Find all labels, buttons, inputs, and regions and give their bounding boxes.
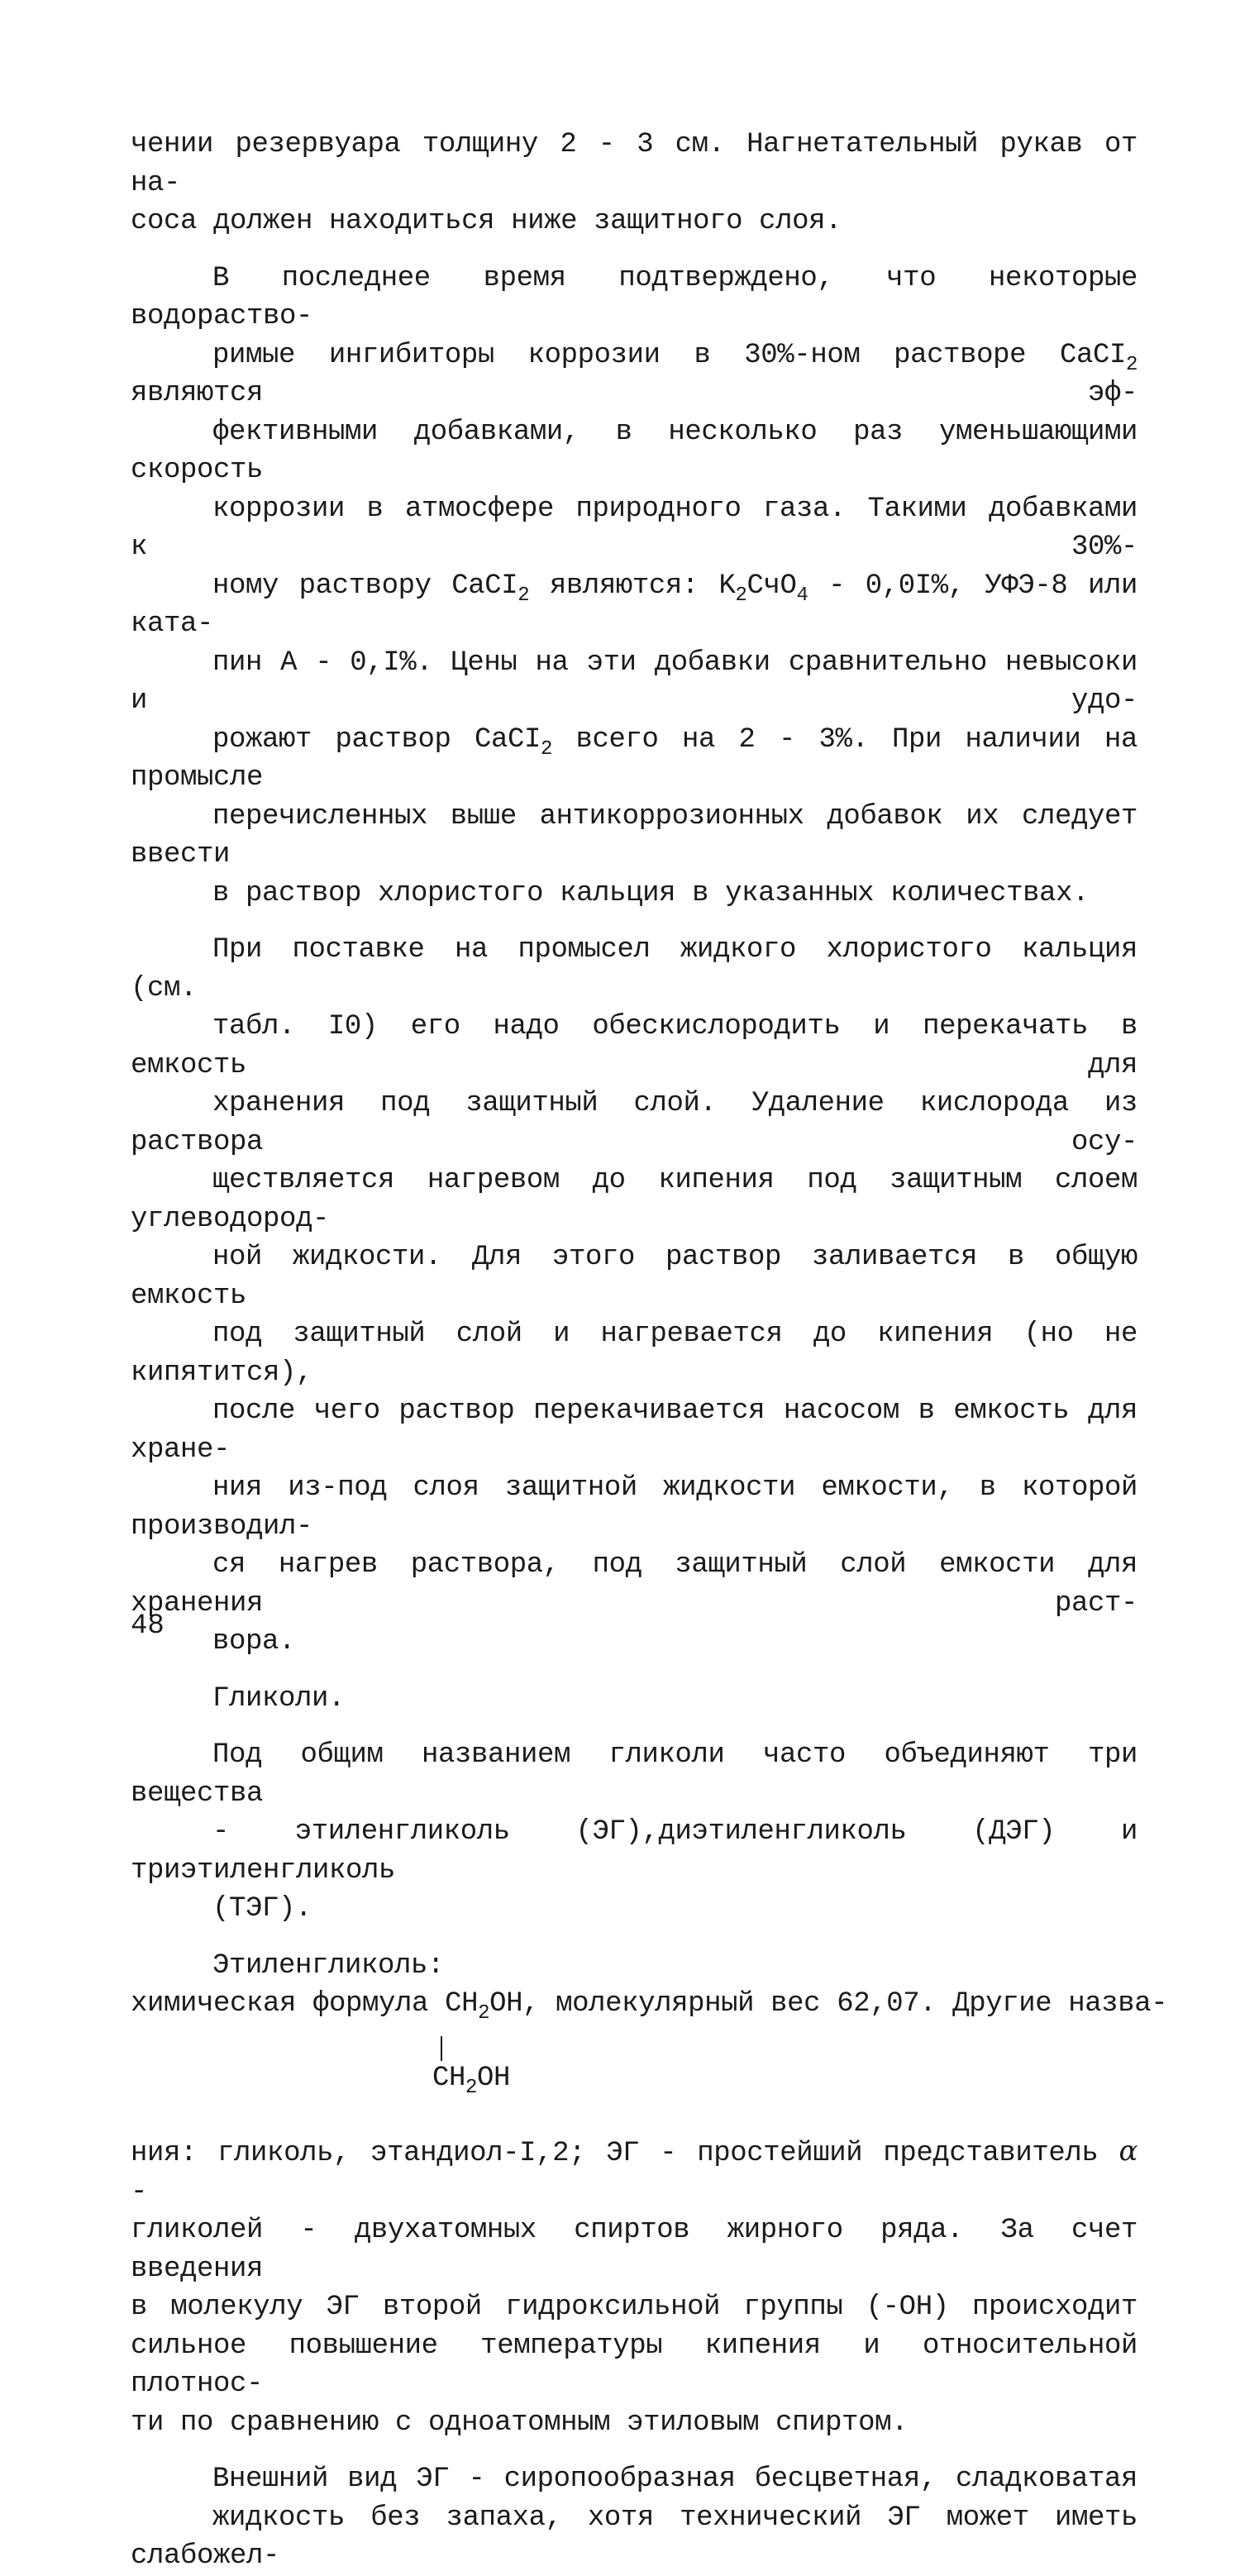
text-fragment: CчO bbox=[746, 570, 797, 602]
text-line: после чего раствор перекачивается насосом в емкость для хране- bbox=[131, 1395, 1137, 1466]
text-fragment: - 0,0I%, УФЭ-8 или ката- bbox=[131, 570, 1137, 640]
text-line: табл. I0) его надо обескислородить и перекачать в емкость для bbox=[131, 1011, 1137, 1081]
text-fragment: ния: гликоль, этандиол-I,2; ЭГ - простейший представитель bbox=[131, 2138, 1119, 2169]
text-line: сильное повышение температуры кипения и относительной плотнос- bbox=[131, 2330, 1137, 2400]
section-heading-glycols bbox=[131, 1680, 1137, 1719]
subscript: 2 bbox=[541, 737, 553, 761]
text-line: хранения под защитный слой. Удаление кислорода из раствора осу- bbox=[131, 1088, 1137, 1158]
formula-group: CH bbox=[432, 2063, 466, 2094]
page-number: 48 bbox=[131, 1610, 165, 1642]
heading-text: Гликоли. bbox=[212, 1682, 346, 1715]
paragraph-reservoir bbox=[131, 126, 1137, 241]
heading-text: Этиленгликоль: bbox=[212, 1949, 445, 1982]
text-line: в молекулу ЭГ второй гидроксильной группы (-OH) происходит bbox=[131, 2292, 1137, 2323]
paragraph-eg-description bbox=[131, 2132, 1137, 2442]
formula-group: OH bbox=[489, 1988, 523, 2020]
text-line: В последнее время подтверждено, что некоторые водораство- bbox=[131, 262, 1137, 332]
formula-group: OH bbox=[477, 2063, 511, 2094]
alpha-symbol: α bbox=[1118, 2135, 1137, 2168]
text-line: соса должен находиться ниже защитного слоя. bbox=[131, 206, 842, 237]
text-fragment: химическая формула bbox=[131, 1988, 446, 2020]
formula-second-group bbox=[432, 2059, 510, 2098]
text-line: под защитный слой и нагревается до кипения (но не кипятится), bbox=[131, 1319, 1137, 1389]
formula-bond-line bbox=[441, 2036, 442, 2061]
text-line bbox=[131, 567, 1137, 644]
subscript: 2 bbox=[478, 2002, 490, 2025]
text-fragment: - bbox=[131, 2176, 148, 2208]
text-line bbox=[131, 721, 1137, 798]
subscript: 2 bbox=[517, 584, 530, 607]
paragraph-eg-appearance bbox=[131, 2460, 1137, 2576]
text-line: ся нагрев раствора, под защитный слой емкости для хранения раст- bbox=[131, 1549, 1137, 1620]
text-line: ти по сравнению с одноатомным этиловым спиртом. bbox=[131, 2407, 909, 2439]
text-line: (ТЭГ). bbox=[212, 1893, 312, 1925]
text-line: в раствор хлористого кальция в указанных количествах. bbox=[212, 877, 1090, 909]
text-fragment: всего на 2 - 3%. При наличии на промысле bbox=[131, 723, 1137, 794]
text-line: коррозии в атмосфере природного газа. Такими добавками к 30%- bbox=[131, 493, 1137, 563]
formula-group: CH bbox=[445, 1988, 479, 2020]
paragraph-calcium-delivery bbox=[131, 931, 1137, 1662]
subscript: 2 bbox=[465, 2077, 478, 2099]
text-line: - этиленгликоль (ЭГ),диэтиленгликоль (ДЭГ) и триэтиленгликоль bbox=[131, 1816, 1137, 1887]
paragraph-inhibitors bbox=[131, 260, 1137, 914]
text-fragment: являются эф- bbox=[131, 378, 1137, 409]
subscript: 4 bbox=[796, 584, 808, 607]
text-fragment: являются: K bbox=[529, 570, 736, 602]
page-text bbox=[131, 126, 1168, 2576]
formula-line bbox=[131, 1985, 1167, 2024]
text-line: пин А - 0,I%. Цены на эти добавки сравнительно невысоки и удо- bbox=[131, 646, 1137, 717]
text-line: жидкость без запаха, хотя технический ЭГ может иметь слабожел- bbox=[131, 2502, 1137, 2572]
text-line: ществляется нагревом до кипения под защитным слоем углеводород- bbox=[131, 1165, 1137, 1235]
text-line: перечисленных выше антикоррозионных добавок их следует ввести bbox=[131, 800, 1137, 871]
chemical-formula-block bbox=[131, 1985, 1168, 2132]
text-fragment: , молекулярный вес 62,07. Другие назва- bbox=[522, 1988, 1168, 2020]
text-line: гликолей - двухатомных спиртов жирного ряда. За счет введения bbox=[131, 2215, 1137, 2285]
text-line: Внешний вид ЭГ - сиропообразная бесцветная, сладковатая bbox=[212, 2464, 1137, 2495]
text-line: вора. bbox=[212, 1626, 296, 1658]
text-line bbox=[131, 336, 1137, 413]
text-line: чении резервуара толщину 2 - 3 см. Нагнетательный рукав от на- bbox=[131, 129, 1137, 199]
text-line bbox=[131, 2132, 1137, 2211]
text-line: ной жидкости. Для этого раствор заливается в общую емкость bbox=[131, 1242, 1137, 1312]
paragraph-glycols-intro bbox=[131, 1736, 1137, 1929]
text-fragment: рожают раствор CaCI bbox=[212, 723, 541, 756]
text-fragment: римые ингибиторы коррозии в 30%-ном растворе CaCI bbox=[212, 339, 1126, 371]
text-line: Под общим названием гликоли часто объединяют три вещества bbox=[131, 1739, 1137, 1810]
text-line: При поставке на промысел жидкого хлористого кальция (см. bbox=[131, 934, 1137, 1004]
section-heading-ethylene-glycol bbox=[131, 1947, 1137, 1986]
text-line: ния из-под слоя защитной жидкости емкости, в которой производил- bbox=[131, 1472, 1137, 1543]
text-line: фективными добавками, в несколько раз уменьшающими скорость bbox=[131, 416, 1137, 486]
subscript: 2 bbox=[735, 584, 747, 607]
subscript: 2 bbox=[1125, 353, 1137, 376]
text-fragment: ному раствору CaCI bbox=[212, 570, 518, 602]
